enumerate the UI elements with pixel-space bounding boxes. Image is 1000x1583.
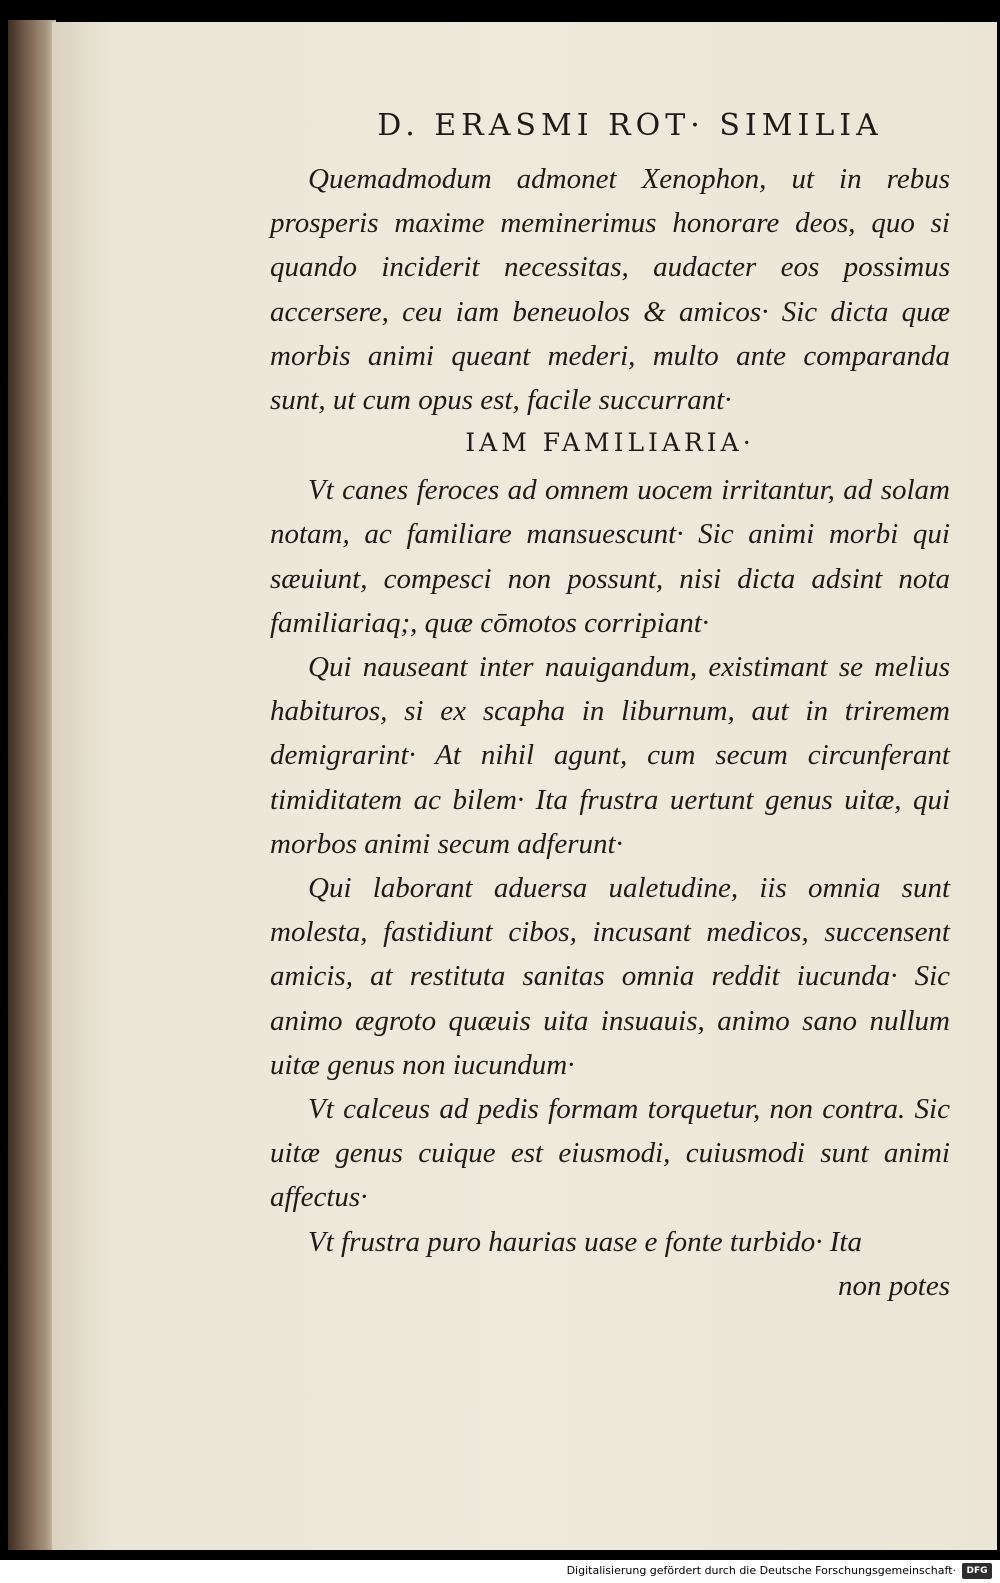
paragraph: Qui laborant aduersa ualetudine, iis omnia sunt molesta, fastidiunt cibos, incusant medicos, succensent amicis, at restituta sanitas omnia reddit iucunda· Sic animo ægroto quæuis uita insuauis, animo sano nullum uitæ genus non iucundum·: [270, 872, 950, 1081]
footer-bar: [0, 1560, 1000, 1583]
paragraph: Vt calceus ad pedis formam torquetur, non contra. Sic uitæ genus cuique est eiusmodi, cuiusmodi sunt animi affectus·: [270, 1093, 950, 1214]
paragraph: Vt frustra puro haurias uase e fonte turbido· Ita: [308, 1225, 862, 1258]
book-edge: [8, 20, 56, 1550]
section-heading: IAM FAMILIARIA·: [465, 428, 755, 458]
paragraph: Vt canes feroces ad omnem uocem irritantur, ad solam notam, ac familiare mansuescunt· Sic animi morbi qui sæuiunt, compesci non possunt, nisi dicta adsint nota familiariaq;, quæ cōmotos corripiant·: [270, 474, 950, 639]
page-text: [270, 108, 950, 1308]
dfg-logo-icon: DFG: [962, 1563, 992, 1579]
paragraph: Quemadmodum admonet Xenophon, ut in rebus prosperis maxime meminerimus honorare deos, quo si quando inciderit necessitas, audacter eos possimus accersere, ceu iam beneuolos & amicos· Sic dicta quæ morbis animi queant mederi, multo ante comparanda sunt, ut cum opus est, facile succurrant·: [270, 163, 950, 417]
paragraph: Qui nauseant inter nauigandum, existimant se melius habituros, si ex scapha in liburnum, aut in triremem demigrarint· At nihil agunt, cum secum circunferant timiditatem ac bilem· Ita frustra uertunt genus uitæ, qui morbos animi secum adferunt·: [270, 651, 950, 860]
funding-notice: Digitalisierung gefördert durch die Deutsche Forschungsgemeinschaft·: [566, 1564, 956, 1577]
running-head: D. ERASMI ROT· SIMILIA: [377, 108, 883, 143]
catchword: non potes: [838, 1269, 950, 1302]
